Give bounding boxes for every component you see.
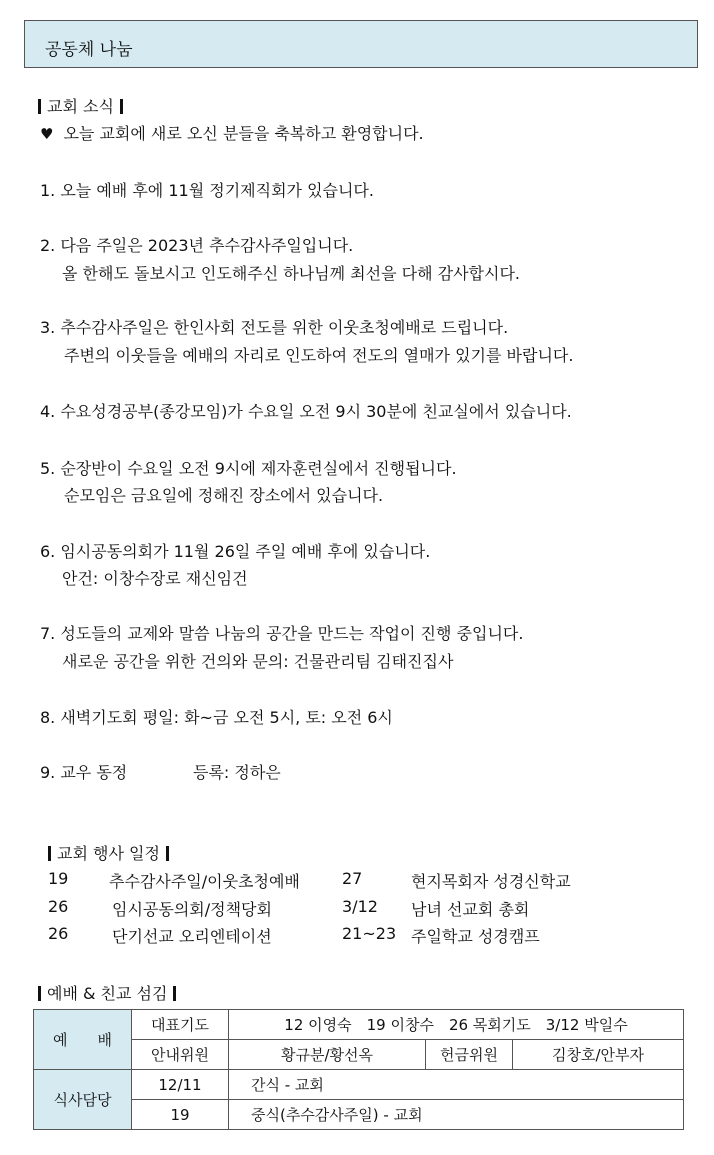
schedule-date: 3/12 — [342, 897, 378, 916]
news-item-5-cont: 순모임은 금요일에 정해진 장소에서 있습니다. — [64, 486, 384, 505]
news-item-5: 5. 순장반이 수요일 오전 9시에 제자훈련실에서 진행됩니다. — [40, 459, 457, 478]
news-item-1: 1. 오늘 예배 후에 11월 정기제직회가 있습니다. — [40, 181, 374, 200]
service-heading: 예배 & 친교 섬김 — [38, 981, 176, 1004]
news-item-8: 8. 새벽기도회 평일: 화~금 오전 5시, 토: 오전 6시 — [40, 708, 393, 727]
meal-desc: 간식 - 교회 — [229, 1070, 684, 1100]
schedule-event: 현지목회자 성경신학교 — [411, 872, 571, 891]
schedule-date: 27 — [342, 869, 363, 888]
heading-bar-right — [120, 99, 123, 114]
schedule-event: 남녀 선교회 총회 — [411, 900, 530, 919]
meal-label-cell: 식사담당 — [34, 1070, 132, 1130]
schedule-date: 26 — [48, 897, 69, 916]
schedule-heading: 교회 행사 일정 — [48, 841, 169, 864]
news-item-3-cont: 주변의 이웃들을 예배의 자리로 인도하여 전도의 열매가 있기를 바랍니다. — [64, 346, 574, 365]
rep-prayer-label: 대표기도 — [132, 1010, 229, 1040]
welcome-line: ♥ 오늘 교회에 새로 오신 분들을 축복하고 환영합니다. — [40, 124, 424, 143]
news-item-2: 2. 다음 주일은 2023년 추수감사주일입니다. — [40, 236, 354, 255]
heading-bar-right — [166, 846, 169, 861]
schedule-event: 단기선교 오리엔테이션 — [112, 927, 272, 946]
schedule-event: 임시공동의회/정책당회 — [112, 900, 272, 919]
heading-bar-left — [38, 99, 41, 114]
usher-value: 황규분/황선옥 — [229, 1040, 426, 1070]
page-header — [24, 20, 698, 68]
news-item-2-cont: 올 한해도 돌보시고 인도해주신 하나님께 최선을 다해 감사합시다. — [62, 264, 521, 283]
schedule-date: 26 — [48, 924, 69, 943]
meal-date: 12/11 — [132, 1070, 229, 1100]
offering-label: 헌금위원 — [426, 1040, 513, 1070]
usher-label: 안내위원 — [132, 1040, 229, 1070]
news-item-7: 7. 성도들의 교제와 말씀 나눔의 공간을 만드는 작업이 진행 중입니다. — [40, 624, 524, 643]
news-item-9-registration: 등록: 정하은 — [193, 763, 281, 782]
news-item-4: 4. 수요성경공부(종강모임)가 수요일 오전 9시 30분에 친교실에서 있습니다. — [40, 402, 572, 421]
service-table — [33, 1009, 684, 1130]
news-item-7-cont: 새로운 공간을 위한 건의와 문의: 건물관리팀 김태진집사 — [62, 652, 454, 671]
schedule-date: 21~23 — [342, 924, 397, 943]
meal-desc: 중식(추수감사주일) - 교회 — [229, 1100, 684, 1130]
schedule-event: 추수감사주일/이웃초청예배 — [109, 872, 300, 891]
rep-prayer-value: 12 이영숙 19 이창수 26 목회기도 3/12 박일수 — [229, 1010, 684, 1040]
heading-bar-left — [38, 986, 41, 1001]
news-heading: 교회 소식 — [38, 94, 123, 117]
meal-date: 19 — [132, 1100, 229, 1130]
news-item-6: 6. 임시공동의회가 11월 26일 주일 예배 후에 있습니다. — [40, 542, 431, 561]
news-item-3: 3. 추수감사주일은 한인사회 전도를 위한 이웃초청예배로 드립니다. — [40, 318, 509, 337]
schedule-date: 19 — [48, 869, 69, 888]
news-item-9: 9. 교우 동정 — [40, 763, 128, 782]
offering-value: 김창호/안부자 — [513, 1040, 684, 1070]
page-title: 공동체 나눔 — [45, 40, 133, 60]
news-item-6-cont: 안건: 이창수장로 재신임건 — [62, 569, 248, 588]
heading-bar-right — [173, 986, 176, 1001]
schedule-event: 주일학교 성경캠프 — [411, 927, 540, 946]
worship-label-cell: 예 배 — [34, 1010, 132, 1070]
heart-icon: ♥ — [40, 125, 54, 143]
heading-bar-left — [48, 846, 51, 861]
